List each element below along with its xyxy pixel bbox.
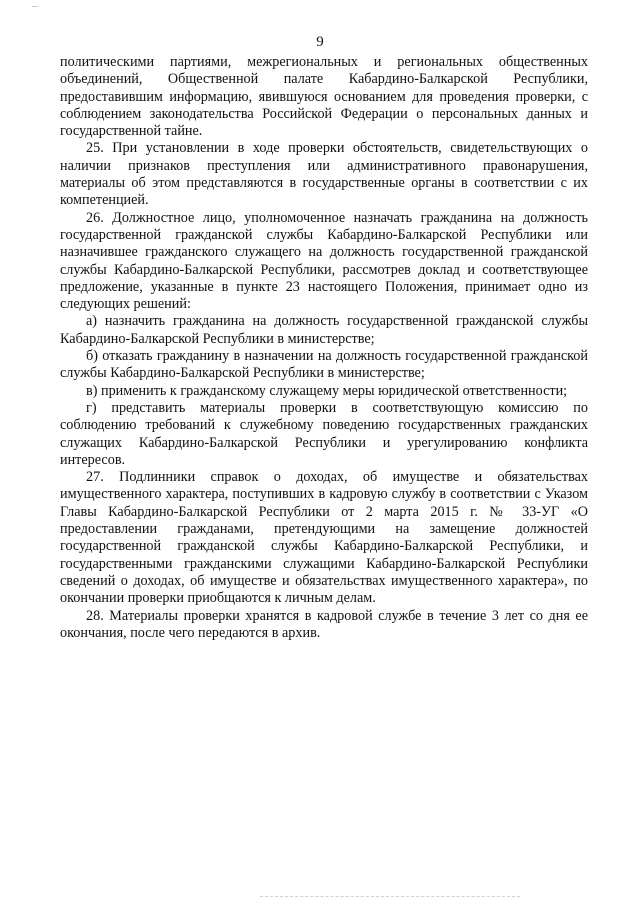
paragraph-26-v: в) применить к гражданскому служащему меры юридической ответственности; [86,382,568,399]
paragraph-25: 25. При установлении в ходе проверки обстоятельств, свидетельствующих о наличии признаков преступления или административного правонарушения, материалы об этом представляются в государственные органы в соответствии с их компетенцией. [60,140,588,209]
scan-artifact [32,6,38,7]
paragraph-27: 27. Подлинники справок о доходах, об имуществе и обязательствах имущественного характера, поступивших в кадровую службу в соответствии с Указом Главы Кабардино-Балкарской Республики от 2 марта 2015 г. № 33-УГ «О предоставлении гражданами, претендующими на замещение должностей государственной гражданской службы Кабардино-Балкарской Республики, и государственными гражданскими служащими Кабардино-Балкарской Республики сведений о доходах, об имуществе и обязательствах имущественного характера», по окончании проверки приобщаются к личным делам. [60,469,588,607]
paragraph-28: 28. Материалы проверки хранятся в кадровой службе в течение 3 лет со дня ее окончания, после чего передаются в архив. [60,607,588,641]
paragraph-26-a: а) назначить гражданина на должность государственной гражданской службы Кабардино-Балкарской Республики в министерстве; [60,313,588,347]
paragraph-26-b: б) отказать гражданину в назначении на должность государственной гражданской службы Кабардино-Балкарской Республики в министерстве; [60,348,588,382]
scan-artifact-bottom [260,895,520,897]
paragraph-continuation: политическими партиями, межрегиональных и региональных общественных объединений, Общественной палате Кабардино-Балкарской Республики, предоставившим информацию, явившуюся основанием для проведения проверки, с соблюдением законодательства Российской Федерации о персональных данных и государственной тайне. [60,54,588,140]
page-number: 9 [316,34,324,50]
paragraph-26: 26. Должностное лицо, уполномоченное назначать гражданина на должность государственной гражданской службы Кабардино-Балкарской Республики или назначившее гражданского служащего на должность государственной гражданской службы Кабардино-Балкарской Республики, рассмотрев доклад и соответствующее предложение, указанные в пункте 23 настоящего Положения, принимает одно из следующих решений: [60,209,588,313]
paragraph-26-g: г) представить материалы проверки в соответствующую комиссию по соблюдению требований к служебному поведению государственных гражданских служащих Кабардино-Балкарской Республики и урегулированию конфликта интересов. [60,399,588,468]
document-body [60,54,588,642]
